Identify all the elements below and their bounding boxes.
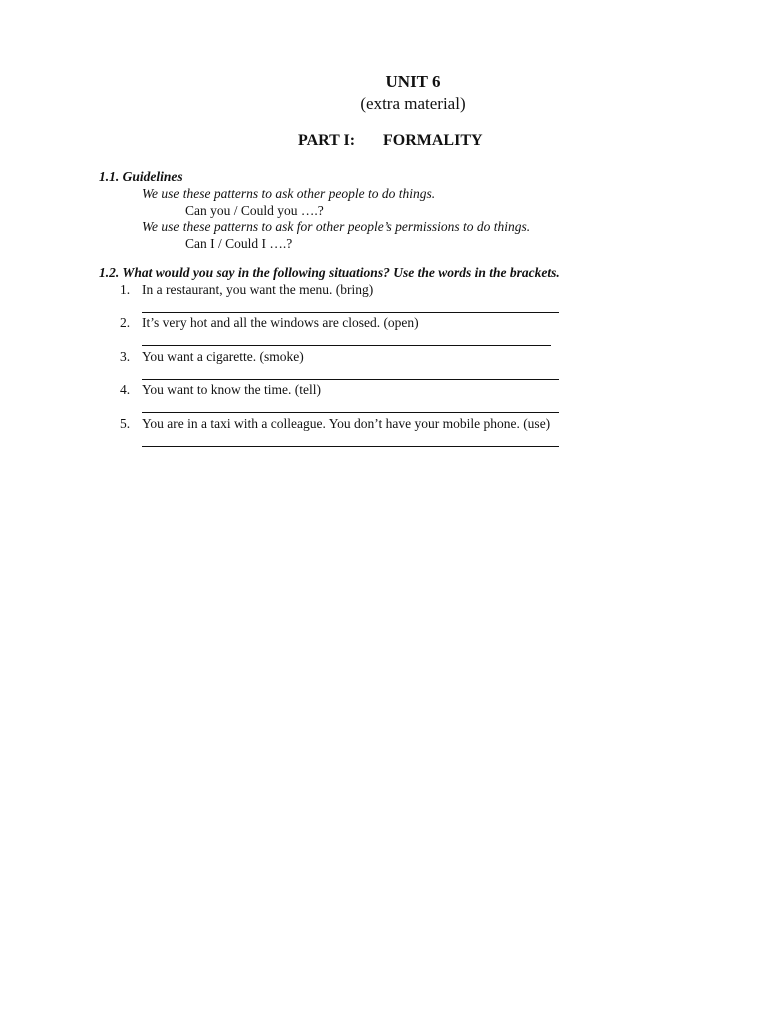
answer-line[interactable] (142, 412, 559, 413)
unit-title: UNIT 6 (385, 72, 441, 91)
guidelines-heading: 1.1. Guidelines (99, 169, 183, 184)
item-number: 1. (120, 282, 131, 297)
guideline-line: We use these patterns to ask for other people’s permissions to do things. (142, 219, 531, 234)
item-number: 2. (120, 315, 131, 331)
unit-subtitle: (extra material) (360, 94, 466, 113)
item-number: 4. (120, 382, 131, 398)
guideline-line: We use these patterns to ask other people to do things. (142, 186, 436, 201)
item-prompt: It’s very hot and all the windows are closed. (open) (142, 315, 419, 331)
answer-line[interactable] (142, 379, 559, 380)
item-prompt: You want a cigarette. (smoke) (142, 348, 304, 364)
item-prompt: You are in a taxi with a colleague. You don’t have your mobile phone. (use) (142, 415, 551, 431)
part-label: PART I: (298, 132, 356, 149)
answer-line[interactable] (142, 312, 559, 313)
exercise-heading: 1.2. What would you say in the following situations? Use the words in the brackets. (99, 265, 560, 280)
part-title: FORMALITY (383, 132, 483, 149)
part-heading (298, 132, 483, 150)
item-number: 3. (120, 348, 131, 364)
answer-line[interactable] (142, 446, 559, 447)
pattern-line: Can you / Could you ….? (185, 203, 324, 218)
answer-line[interactable] (142, 345, 551, 346)
item-prompt: You want to know the time. (tell) (142, 382, 321, 398)
item-number: 5. (120, 415, 131, 431)
item-prompt: In a restaurant, you want the menu. (bring) (142, 282, 374, 297)
pattern-line: Can I / Could I ….? (185, 236, 293, 251)
